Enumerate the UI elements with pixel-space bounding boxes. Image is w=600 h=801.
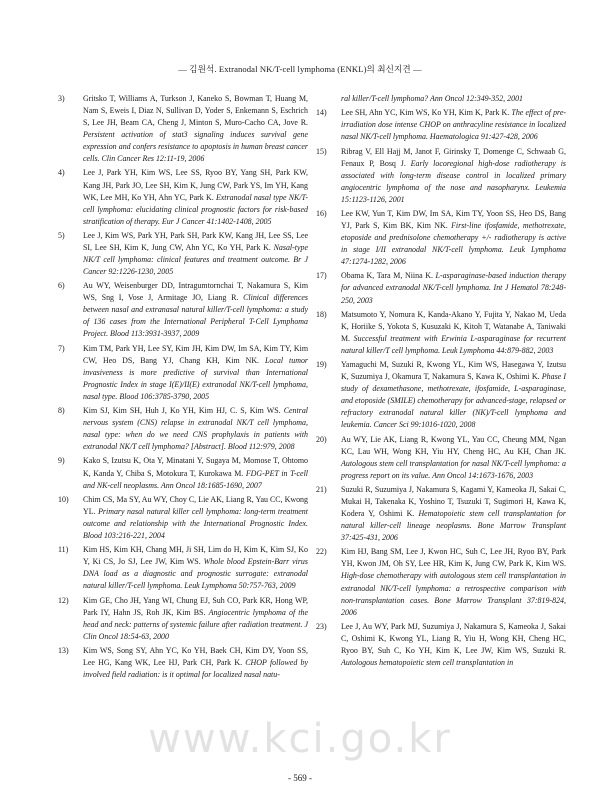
reference-authors: Kim HJ, Bang SM, Lee J, Kwon HC, Suh C, Lee JH, Ryoo BY, Park YH, Kwon JM, Oh SY, Lee HR, Kim K, Jung CW, Park K, Kim WS.: [341, 547, 566, 569]
reference-title-source: Central nervous system (CNS) relapse in extranodal NK/T cell lymphoma, nasal type: when do we need CNS prophylaxis in patients with extranodal NK/T cell lymphoma? [Abstract]. Blood 112:979, 2008: [83, 406, 308, 452]
reference-text: [341, 434, 566, 482]
reference-item: [316, 621, 566, 669]
reference-number: 7): [58, 343, 65, 353]
reference-item: [58, 645, 308, 681]
reference-title-source: Whole blood Epstein-Barr virus DNA load as a diagnostic and prognostic surrogate: extranodal natural killer/T-cell lymphoma. Leuk Lymphoma 50:757-763, 2009: [83, 557, 308, 591]
reference-item: [316, 107, 566, 143]
watermark: www.kci.go.kr: [148, 716, 452, 762]
reference-authors: Matsumoto Y, Nomura K, Kanda-Akano Y, Fujita Y, Nakao M, Ueda K, Horiike S, Yokota S, Kusuzaki K, Kitoh T, Watanabe A, Taniwaki M.: [341, 309, 566, 343]
reference-number: 21): [316, 484, 327, 494]
reference-number: 14): [316, 108, 327, 118]
reference-item: [58, 595, 308, 643]
reference-text: [83, 455, 308, 491]
reference-text: [341, 309, 566, 357]
reference-title-source: Early locoregional high-dose radiotherapy is associated with long-term disease control in localized primary angiocentric lymphoma of the nose and nasopharynx. Leukemia 15:1123-1126, 2001: [341, 158, 567, 204]
reference-item: [58, 167, 308, 227]
reference-number: 5): [58, 230, 65, 240]
page-number: - 569 -: [288, 773, 312, 783]
reference-number: 6): [58, 281, 65, 291]
reference-number: 11): [58, 545, 69, 555]
reference-authors: Au WY, Weisenburger DD, Intragumtornchai T, Nakamura S, Kim WS, Sng I, Vose J, Armitage JO, Liang R.: [83, 281, 308, 303]
reference-authors: Kim TM, Park YH, Lee SY, Kim JH, Kim DW, Im SA, Kim TY, Kim CW, Heo DS, Bang YJ, Chang KH, Kim NK.: [83, 343, 308, 365]
reference-number: 19): [316, 360, 327, 370]
reference-title-source: Autologous stem cell transplantation for nasal NK/T-cell lymphoma: a progress report on its value. Ann Oncol 14:1673-1676, 2003: [341, 458, 566, 480]
reference-authors: Lee SH, Ahn YC, Kim WS, Ko YH, Kim K, Park K.: [341, 108, 512, 118]
reference-text: [341, 359, 566, 431]
reference-number: 20): [316, 434, 327, 444]
reference-title-source: Primary nasal natural killer cell lymphoma: long-term treatment outcome and relationship with the International Prognostic Index. Blood 103:216-221, 2004: [83, 506, 308, 540]
reference-text: [83, 167, 308, 227]
reference-authors: Kim HS, Kim KH, Chang MH, Ji SH, Lim do H, Kim K, Kim SJ, Ko Y, Ki CS, Jo SJ, Lee JW, Kim WS.: [83, 545, 308, 567]
reference-item: [316, 434, 566, 482]
reference-text: [341, 270, 566, 306]
reference-authors: Kim SJ, Kim SH, Huh J, Ko YH, Kim HJ, C. S, Kim WS.: [83, 406, 284, 416]
reference-text: [83, 280, 308, 340]
reference-text: [341, 146, 566, 206]
reference-number: 15): [316, 146, 327, 156]
reference-item: [316, 270, 566, 306]
reference-authors: Lee J, Park YH, Kim WS, Lee SS, Ryoo BY, Yang SH, Park KW, Kang JH, Park JO, Lee SH, Kim K, Jung CW, Park YS, Im YH, Kang WK, Lee MH, Ko YH, Ahn YC, Park K.: [83, 168, 308, 202]
reference-title-source: Phase I study of dexamethasone, methotrexate, ifosfamide, L-asparaginase, and etoposide (SMILE) chemotherapy for advanced-stage, relapsed or refractory extranodal natural killer (NK)/T-cell lymphoma and leukemia. Cancer Sci 99:1016-1020, 2008: [341, 372, 566, 430]
reference-number: 23): [316, 621, 327, 631]
reference-title-source: Hematopoietic stem cell transplantation for natural killer-cell lineage neoplasms. Bone Marrow Transplant 37:425-431, 2006: [341, 509, 566, 543]
reference-title-source: CHOP followed by involved field radiation: is it optimal for localized nasal natu-: [83, 657, 308, 680]
reference-title-source: The effect of pre-irradiation dose intense CHOP on anthracyline resistance in localized nasal NK/T-cell lymphoma. Haematologica 91:427-428, 2006: [341, 108, 567, 142]
reference-text: [83, 645, 308, 681]
reference-text: [341, 484, 566, 544]
reference-number: 3): [58, 94, 65, 103]
reference-authors: Obama K, Tara M, Niina K.: [341, 271, 436, 281]
reference-item: [58, 280, 308, 340]
reference-authors: Suzuki R, Suzumiya J, Nakamura S, Kagami Y, Kameoka JI, Sakai C, Mukai H, Takenaka K, Yoshino T, Tsuzuki T, Sugimori H, Kawa K, Kodera Y, Oshimi K.: [341, 484, 566, 519]
reference-number: 22): [316, 547, 327, 557]
reference-continuation: ral killer/T-cell lymphoma? Ann Oncol 12:349-352, 2001: [341, 94, 524, 103]
reference-number: 17): [316, 271, 327, 281]
reference-item: [58, 544, 308, 592]
reference-title-source: Persistent activation of stat3 signaling induces survival gene expression and confers resistance to apoptosis in human breast cancer cells. Clin Cancer Res 12:11-19, 2006: [83, 130, 308, 164]
reference-text: [83, 343, 308, 403]
reference-text: [341, 107, 566, 143]
reference-authors: Kim GE, Cho JH, Yang WI, Chung EJ, Suh CO, Park KR, Hong WP, Park IY, Hahn JS, Roh JK, Kim BS.: [83, 595, 308, 617]
reference-title-source: FDG-PET in T-cell and NK-cell neoplasms. Ann Oncol 18:1685-1690, 2007: [83, 468, 308, 490]
reference-text: [83, 494, 308, 542]
reference-title-source: Nasal-type NK/T cell lymphoma: clinical features and treatment outcome. Br J Cancer 92:1226-1230, 2005: [83, 242, 308, 277]
reference-authors: Lee J, Au WY, Park MJ, Suzumiya J, Nakamura S, Kameoka J, Sakai C, Oshimi K, Kwong YL, Liang R, Yiu H, Wong KH, Cheng HC, Ryoo BY, Suh C, Ko YH, Kim K, Lee JW, Kim WS, Suzuki R.: [341, 621, 566, 655]
reference-item: [316, 546, 566, 618]
reference-item: [58, 494, 308, 542]
reference-text: [83, 230, 308, 278]
reference-authors: Au WY, Lie AK, Liang R, Kwong YL, Yau CC, Cheung MM, Ngan KC, Lau WH, Wong KH, Yiu HY, Cheng HC, Au KH, Chan JK.: [341, 434, 566, 456]
reference-authors: Chim CS, Ma SY, Au WY, Choy C, Lie AK, Liang R, Yau CC, Kwong YL.: [83, 494, 308, 516]
reference-item: [316, 208, 566, 268]
reference-title-source: Angiocentric lymphoma of the head and neck: patterns of systemic failure after radiation treatment. J Clin Oncol 18:54-63, 2000: [83, 607, 308, 641]
reference-authors: Gritsko T, Williams A, Turkson J, Kaneko S, Bowman T, Huang M, Nam S, Eweis I, Diaz N, Sullivan D, Yoder S, Enkemann S, Eschrich S, Lee JH, Beam CA, Cheng J, Minton S, Muro-Cacho CA, Jove R.: [83, 94, 308, 128]
reference-item: [58, 405, 308, 453]
reference-text: [341, 621, 566, 669]
reference-number: 9): [58, 456, 65, 466]
running-header: — 김원석. Extranodal NK/T-cell lymphoma (ENKL)의 최신지견 —: [178, 64, 422, 74]
reference-title-source: Autologous hematopoietic stem cell transplantation in: [341, 657, 514, 667]
reference-item: [58, 455, 308, 491]
reference-title-source: Clinical differences between nasal and extranasal natural killer/T-cell lymphoma: a study of 136 cases from the International Peripheral T-Cell Lymphoma Project. Blood 113:3931-3937, 2009: [83, 293, 308, 339]
reference-item: [316, 309, 566, 357]
reference-number: 8): [58, 406, 65, 416]
references-right-column: [316, 93, 566, 671]
reference-item: [316, 359, 566, 431]
reference-item: [58, 230, 308, 278]
reference-title-source: Successful treatment with Erwinia L-asparaginase for recurrent natural killer/T cell lymphoma. Leuk Lymphoma 44:879-882, 2003: [341, 333, 566, 355]
reference-text: [83, 544, 308, 592]
reference-number: 4): [58, 168, 65, 178]
references-left-column: [58, 93, 308, 683]
reference-text: [83, 93, 308, 165]
reference-authors: Kim WS, Song SY, Ahn YC, Ko YH, Baek CH, Kim DY, Yoon SS, Lee HG, Kang WK, Lee HJ, Park CH, Park K.: [83, 645, 308, 667]
reference-item: [58, 343, 308, 403]
reference-item: [58, 93, 308, 165]
reference-authors: Yamaguchi M, Suzuki R, Kwong YL, Kim WS, Hasegawa Y, Izutsu K, Suzumiya J, Okamura T, Nakamura S, Kawa K, Oshimi K.: [341, 360, 566, 382]
reference-authors: Lee KW, Yun T, Kim DW, Im SA, Kim TY, Yoon SS, Heo DS, Bang YJ, Park S, Kim BK, Kim NK.: [341, 208, 566, 231]
reference-title-source: Extranodal nasal type NK/T-cell lymphoma: elucidating clinical prognostic factors for risk-based stratification of therapy. Eur J Cancer 41:1402-1408, 2005: [83, 192, 308, 226]
reference-title-source: Local tumor invasiveness is more predictive of survival than International Prognostic Index in stage I(E)/II(E) extranodal NK/T-cell lymphoma, nasal type. Blood 106:3785-3790, 2005: [83, 355, 308, 401]
reference-number: 18): [316, 309, 327, 319]
reference-number: 12): [58, 595, 69, 605]
reference-authors: Kako S, Izutsu K, Ota Y, Minatani Y, Sugaya M, Momose T, Ohtomo K, Kanda Y, Chiba S, Motokura T, Kurokawa M.: [83, 456, 308, 478]
reference-number: 10): [58, 494, 69, 504]
reference-text: [83, 595, 308, 643]
reference-text: [83, 405, 308, 453]
reference-title-source: First-line ifosfamide, methotrexate, etoposide and prednisolone chemotherapy +/- radiotherapy is active in stage I/II extranodal NK/T-cell lymphoma. Leuk Lymphoma 47:1274-1282, 2006: [341, 221, 566, 267]
reference-item: [316, 146, 566, 206]
reference-number: 16): [316, 208, 327, 218]
reference-authors: Lee J, Kim WS, Park YH, Park SH, Park KW, Kang JH, Lee SS, Lee SI, Lee SH, Kim K, Jung CW, Ahn YC, Ko YH, Park K.: [83, 230, 308, 252]
reference-number: 13): [58, 645, 69, 655]
reference-authors: Ribrag V, Ell Hajj M, Janot F, Girinsky T, Domenge C, Schwaab G, Fenaux P, Bosq J.: [341, 146, 566, 168]
reference-title-source: High-dose chemotherapy with autologous stem cell transplantation in extranodal NK/T-cell lymphoma: a retrospective comparison with non-transplantation cases. Bone Marrow Transplant 37:819-824, 2006: [341, 571, 566, 617]
reference-text: [341, 208, 566, 268]
reference-item: [316, 484, 566, 544]
reference-text: [341, 546, 566, 618]
reference-title-source: L-asparaginase-based induction therapy for advanced extranodal NK/T-cell lymphoma. Int J Hematol 78:248-250, 2003: [341, 271, 566, 305]
